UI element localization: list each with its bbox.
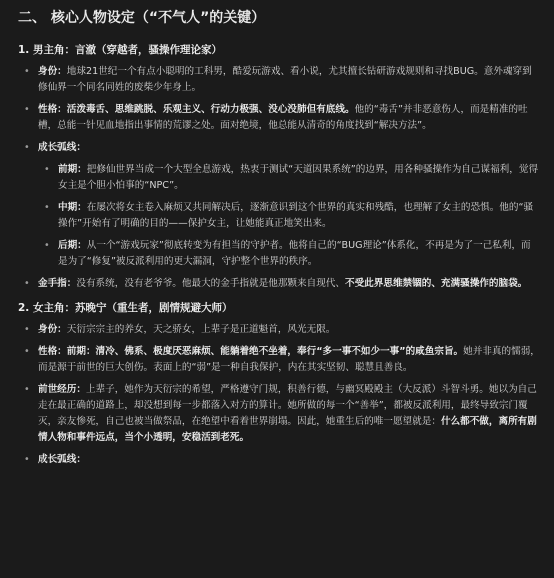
- item-bold-text: 不受此界思维禁锢的、充满骚操作的脑袋。: [345, 278, 528, 289]
- item-text: 在屡次将女主卷入麻烦又共同解决后，逐渐意识到这个世界的真实和残酷，也理解了女主的恐惧。他的“骚操作”开始有了明确的目的——保护女主，让她能真正地笑出来。: [58, 202, 534, 229]
- item-text: 她并非真的懦弱，而是源于前世的巨大创伤。表面上的“弱”是一种自我保护，内在其实坚韧、聪慧且善良。: [38, 346, 540, 373]
- item-label: 前期：: [58, 164, 87, 175]
- female-lead-list: [18, 322, 540, 468]
- item-label: 性格：: [38, 346, 67, 357]
- item-label: 后期：: [58, 240, 87, 251]
- sub-list-item: [38, 238, 540, 270]
- item-label: 前世经历：: [38, 384, 86, 395]
- growth-sublist: [38, 162, 540, 270]
- item-label: 性格：: [38, 104, 67, 115]
- item-text: 从一个“游戏玩家”彻底转变为有担当的守护者。他将自己的“BUG理论”体系化，不再是为了一己私利，而是为了“修复”被反派利用的更大漏洞，守护整个世界的秩序。: [58, 240, 531, 267]
- item-label: 身份：: [38, 66, 67, 77]
- list-item: [18, 64, 540, 96]
- list-item: [18, 140, 540, 270]
- item-text: 把修仙世界当成一个大型全息游戏，热衷于测试“天道因果系统”的边界，用各种骚操作为自己谋福利，觉得女主是个胆小怕事的“NPC”。: [58, 164, 539, 191]
- male-lead-list: [18, 64, 540, 292]
- item-text: 地球21世纪一个有点小聪明的工科男，酷爱玩游戏、看小说，尤其擅长钻研游戏规则和寻找BUG。意外魂穿到修仙界一个同名同姓的废柴少年身上。: [38, 66, 532, 93]
- list-item: [18, 344, 540, 376]
- male-lead-title: 1. 男主角：言澈（穿越者，骚操作理论家）: [18, 44, 222, 56]
- item-text: 他的“毒舌”并非恶意伤人，而是精准的吐槽，总能一针见血地指出事情的荒谬之处。面对绝境，他总能从清奇的角度找到“解决方法”。: [38, 104, 528, 131]
- female-lead-title: 2. 女主角：苏晚宁（重生者，剧情规避大师）: [18, 302, 233, 314]
- item-label: 成长弧线：: [38, 454, 86, 465]
- female-lead-section: [18, 300, 540, 468]
- list-item: [18, 322, 540, 338]
- male-lead-section: [18, 42, 540, 292]
- item-label: 中期：: [58, 202, 87, 213]
- item-label: 成长弧线：: [38, 142, 86, 153]
- item-text: 没有系统，没有老爷爷。他最大的金手指就是他那颗来自现代、: [76, 278, 345, 289]
- item-text: 天衍宗宗主的养女，天之骄女，上辈子是正道魁首，风光无限。: [66, 324, 336, 335]
- item-bold-text: 什么都不做，离所有剧情人物和事件远点，当个小透明，安稳活到老死。: [38, 416, 537, 443]
- list-item: [18, 102, 540, 134]
- sub-list-item: [38, 162, 540, 194]
- list-item: [18, 382, 540, 446]
- item-bold-text: 前期：清冷、佛系、极度厌恶麻烦、能躺着绝不坐着，奉行“多一事不如少一事”的咸鱼宗旨。: [66, 346, 464, 357]
- item-bold-text: 活泼毒舌、思维跳脱、乐观主义、行动力极强、没心没肺但有底线。: [66, 104, 355, 115]
- list-item: [18, 276, 540, 292]
- sub-list-item: [38, 200, 540, 232]
- item-label: 身份：: [38, 324, 67, 335]
- list-item: [18, 452, 540, 468]
- item-text: 上辈子，她作为天衍宗的希望，严格遵守门规，积善行德，与幽冥殿殿主（大反派）斗智斗勇。她以为自己走在最正确的道路上，却没想到每一步都落入对方的算计。她所做的每一个“善举”，都被反派利用，最终导致宗门覆灭，亲友惨死，自己也被当做祭品，在绝望中看着世界崩塌。因此，她重生后的唯一愿望就是：: [38, 384, 537, 427]
- item-label: 金手指：: [38, 278, 77, 289]
- section-heading: 二、 核心人物设定（“不气人”的关键）: [18, 10, 266, 26]
